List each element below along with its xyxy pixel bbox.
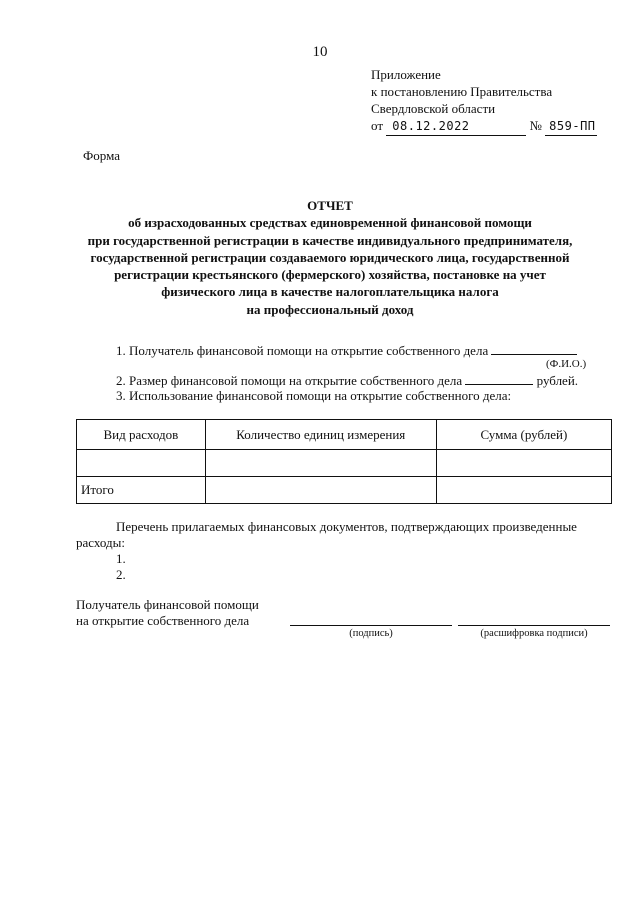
recipient-signature-label bbox=[76, 597, 259, 629]
appendix-block bbox=[371, 66, 597, 136]
signature-decoding-caption: (расшифровка подписи) bbox=[480, 628, 588, 639]
item-recipient bbox=[116, 342, 577, 359]
number-value: 859-ПП bbox=[545, 118, 597, 136]
item-usage: 3. Использование финансовой помощи на открытие собственного дела: bbox=[116, 388, 512, 403]
title-line: об израсходованных средствах единовременной финансовой помощи bbox=[128, 215, 532, 231]
total-units-cell[interactable] bbox=[205, 477, 436, 504]
table-header-row bbox=[77, 420, 612, 450]
appendix-date-line bbox=[371, 117, 597, 136]
header-units: Количество единиц измерения bbox=[205, 420, 436, 450]
appendix-line-2: к постановлению Правительства bbox=[371, 84, 553, 99]
signature-field[interactable] bbox=[290, 625, 452, 626]
item-amount-label: 2. Размер финансовой помощи на открытие собственного дела bbox=[116, 373, 463, 388]
fio-caption: (Ф.И.О.) bbox=[546, 358, 587, 370]
amount-suffix: рублей. bbox=[536, 373, 579, 388]
title-line: при государственной регистрации в качестве индивидуального предпринимателя, bbox=[87, 232, 573, 248]
expense-table bbox=[76, 419, 612, 504]
table-total-row bbox=[77, 477, 612, 504]
documents-block bbox=[76, 519, 612, 583]
list-item: 1. bbox=[116, 551, 126, 566]
form-label: Форма bbox=[83, 148, 120, 163]
documents-intro-cont: расходы: bbox=[76, 535, 125, 550]
number-prefix: № bbox=[529, 118, 542, 133]
recipient-line-1: Получатель финансовой помощи bbox=[76, 597, 259, 612]
appendix-line-3: Свердловской области bbox=[371, 101, 496, 116]
item-recipient-label: 1. Получатель финансовой помощи на открытие собственного дела bbox=[116, 343, 489, 358]
total-sum-cell[interactable] bbox=[436, 477, 611, 504]
documents-intro: Перечень прилагаемых финансовых документов, подтверждающих произведенные bbox=[116, 519, 577, 534]
appendix-line-1: Приложение bbox=[371, 67, 441, 82]
date-value: 08.12.2022 bbox=[386, 118, 526, 136]
signature-decoding-field[interactable] bbox=[458, 625, 610, 626]
table-row bbox=[77, 450, 612, 477]
header-sum: Сумма (рублей) bbox=[436, 420, 611, 450]
title-line: государственной регистрации создаваемого юридического лица, государственной bbox=[90, 249, 570, 265]
report-title bbox=[60, 197, 600, 318]
recipient-name-field[interactable] bbox=[491, 342, 577, 355]
title-line: физического лица в качестве налогоплательщика налога bbox=[161, 284, 499, 300]
item-amount bbox=[116, 372, 578, 389]
page-number: 10 bbox=[312, 44, 328, 60]
cell-expense-type[interactable] bbox=[77, 450, 206, 477]
title-heading: ОТЧЕТ bbox=[307, 198, 353, 213]
title-line: на профессиональный доход bbox=[246, 301, 414, 317]
date-prefix: от bbox=[371, 118, 384, 133]
list-item: 2. bbox=[116, 567, 126, 582]
recipient-line-2: на открытие собственного дела bbox=[76, 613, 250, 628]
cell-sum[interactable] bbox=[436, 450, 611, 477]
header-expense-type: Вид расходов bbox=[77, 420, 206, 450]
signature-caption: (подпись) bbox=[349, 628, 393, 639]
cell-units[interactable] bbox=[205, 450, 436, 477]
title-line: регистрации крестьянского (фермерского) хозяйства, постановке на учет bbox=[114, 267, 546, 283]
amount-field[interactable] bbox=[465, 372, 533, 385]
total-label: Итого bbox=[77, 477, 206, 504]
